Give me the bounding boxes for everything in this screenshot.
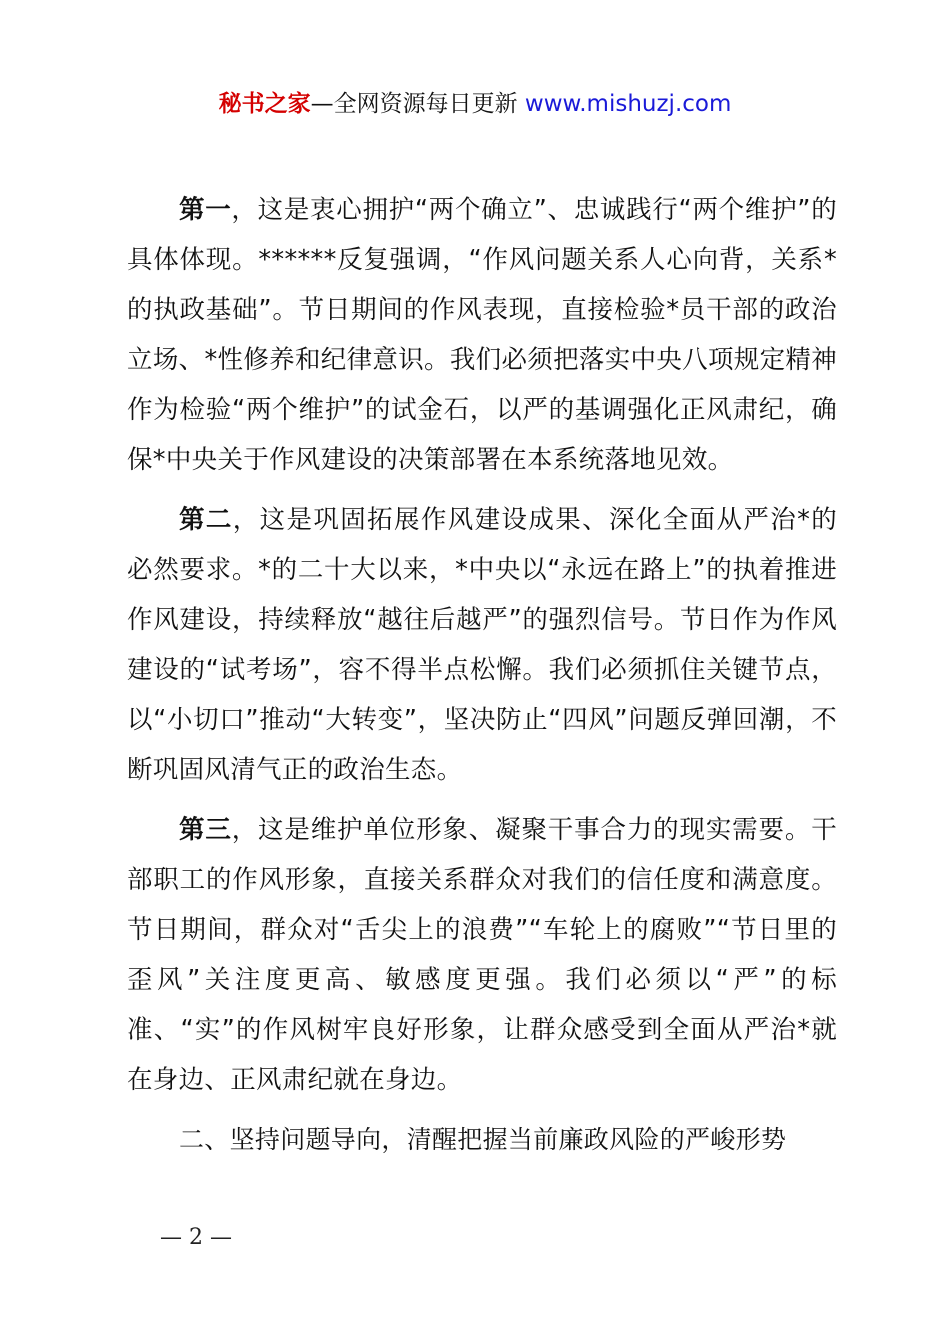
paragraph-text: ，这是维护单位形象、凝聚干事合力的现实需要。干部职工的作风形象，直接关系群众对我们的信任度和满意度。节日期间，群众对“舌尖上的浪费”“车轮上的腐败”“节日里的歪风”关注度更高、敏感度更强。我们必须以“严”的标准、“实”的作风树牢良好形象，让群众感受到全面从严治*就在身边、正风肃纪就在身边。 [127, 815, 837, 1095]
site-url-link[interactable]: www.mishuzj.com [524, 91, 732, 117]
paragraph-first [127, 185, 837, 485]
page-number: — 2 — [160, 1225, 232, 1250]
paragraph-lead: 第一 [179, 195, 232, 225]
paragraph-lead: 第二 [179, 505, 233, 535]
paragraph-third [127, 805, 837, 1105]
paragraph-text: ，这是巩固拓展作风建设成果、深化全面从严治*的必然要求。*的二十大以来，*中央以“永远在路上”的执着推进作风建设，持续释放“越往后越严”的强烈信号。节日作为作风建设的“试考场”，容不得半点松懈。我们必须抓住关键节点，以“小切口”推动“大转变”，坚决防止“四风”问题反弹回潮，不断巩固风清气正的政治生态。 [127, 505, 837, 785]
paragraph-second [127, 495, 837, 795]
site-header [0, 86, 950, 122]
document-body [127, 185, 837, 1165]
section-heading: 二、坚持问题导向，清醒把握当前廉政风险的严峻形势 [179, 1125, 787, 1154]
paragraph-lead: 第三 [179, 815, 232, 845]
site-brand: 秘书之家 [218, 91, 311, 117]
paragraph-text: ，这是衷心拥护“两个确立”、忠诚践行“两个维护”的具体体现。******反复强调，“作风问题关系人心向背，关系*的执政基础”。节日期间的作风表现，直接检验*员干部的政治立场、*性修养和纪律意识。我们必须把落实中央八项规定精神作为检验“两个维护”的试金石，以严的基调强化正风肃纪，确保*中央关于作风建设的决策部署在本系统落地见效。 [127, 195, 838, 475]
site-tagline: —全网资源每日更新 [310, 91, 518, 117]
